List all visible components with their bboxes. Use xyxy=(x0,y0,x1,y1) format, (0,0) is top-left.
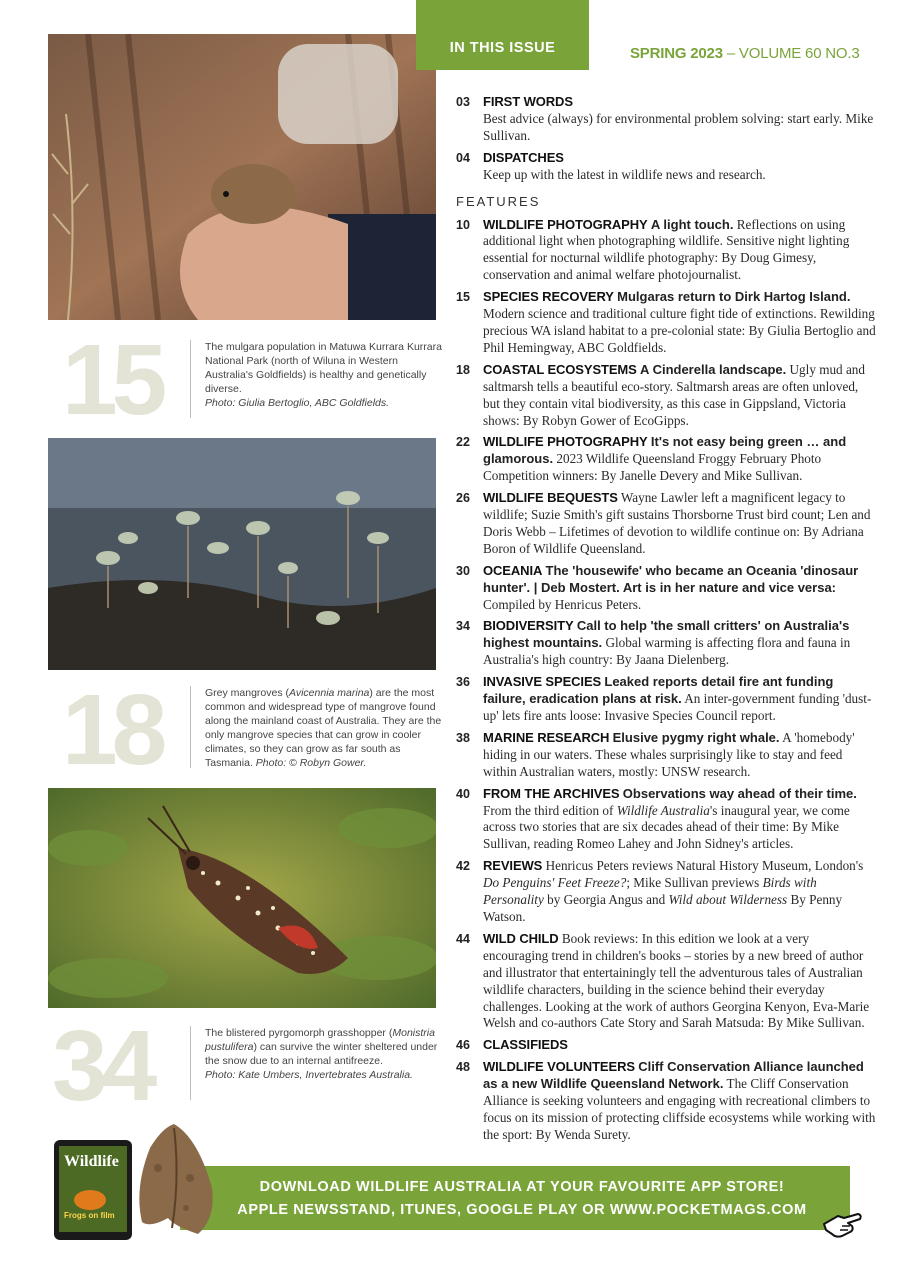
photo-credit: Photo: Kate Umbers, Invertebrates Australia. xyxy=(205,1069,413,1081)
season-label: SPRING 2023 xyxy=(630,45,723,62)
features-heading: FEATURES xyxy=(456,193,541,209)
toc-desc: Wayne Lawler left a magnificent legacy to wildlife; Suzie Smith's gift sustains Thorsborne Trust bird count; Len and Doris Webb – Lifetimes of devotion to wildlife continue on: By Adriana Boron of Wildlife Queensland. xyxy=(483,490,871,556)
toc-entry-archives[interactable] xyxy=(456,786,876,854)
toc-entry[interactable] xyxy=(456,931,876,1032)
toc-page: 46 xyxy=(456,1038,470,1053)
toc-section: CLASSIFIEDS xyxy=(483,1037,568,1053)
moth-icon xyxy=(128,1118,220,1238)
caption-text-a: Grey mangroves ( xyxy=(205,687,290,699)
toc-desc: Keep up with the latest in wildlife news and research. xyxy=(483,166,766,182)
toc-section: MARINE RESEARCH xyxy=(483,729,610,745)
species-name: Avicennia marina xyxy=(289,687,370,699)
toc-title: Mulgaras return to Dirk Hartog Island. xyxy=(617,289,851,305)
toc-title: A Cinderella landscape. xyxy=(640,361,787,377)
toc-title: The 'housewife' who became an Oceania 'dinosaur hunter'. | Deb Mostert. Art is in her nature and vice versa: xyxy=(483,562,859,595)
toc-desc: by Georgia Angus and xyxy=(543,892,669,908)
toc-page: 15 xyxy=(456,290,470,305)
toc-page: 30 xyxy=(456,563,470,578)
toc-entry[interactable] xyxy=(456,1059,876,1144)
toc-entry[interactable] xyxy=(456,490,876,558)
toc-entry[interactable] xyxy=(456,362,876,430)
toc-entry[interactable] xyxy=(456,94,876,145)
caption-text-b: ) are the most common and widespread type of mangrove found along the mainland coast of Australia. They are the only mangrove species that can grow in cooler climates, so they can grow as far south as Tasmania. xyxy=(205,687,442,769)
toc-section: COASTAL ECOSYSTEMS xyxy=(483,361,637,377)
toc-desc: A 'homebody' hiding in our waters. These whales surprisingly like to stay and feed within Australian waters, mostly: UNSW research. xyxy=(483,729,855,779)
page-number-18: 18 xyxy=(62,674,162,786)
book-title: Do Penguins' Feet Freeze? xyxy=(483,875,627,891)
toc-section: WILD CHILD xyxy=(483,930,559,946)
toc-entry[interactable] xyxy=(456,674,876,725)
toc-title: It's not easy being green … and glamorous. xyxy=(483,434,847,467)
banner-line-2[interactable]: APPLE NEWSSTAND, ITUNES, GOOGLE PLAY OR WWW.POCKETMAGS.COM xyxy=(237,1202,807,1218)
toc-section: WILDLIFE PHOTOGRAPHY xyxy=(483,434,648,450)
toc-page: 22 xyxy=(456,435,470,450)
toc-section: BIODIVERSITY xyxy=(483,618,574,634)
toc-title: Observations way ahead of their time. xyxy=(622,785,857,801)
toc-entry[interactable] xyxy=(456,289,876,357)
toc-desc: The Cliff Conservation Alliance is seeking volunteers and engaging with recreational climbers to focus on its mission of protecting cliffside ecosystems while working with the sport: By Wenda Surety. xyxy=(483,1076,876,1142)
mulgara-caption xyxy=(190,340,445,418)
edition-label xyxy=(630,45,860,62)
tablet-magazine-icon xyxy=(54,1140,132,1240)
banner-line-1: DOWNLOAD WILDLIFE AUSTRALIA AT YOUR FAVOURITE APP STORE! xyxy=(259,1179,785,1195)
mulgara-photo xyxy=(48,34,436,320)
toc-desc: Global warming is affecting flora and fauna in Australia's high country: By Jaana Dielenberg. xyxy=(483,635,851,668)
photo-credit: Photo: Giulia Bertoglio, ABC Goldfields. xyxy=(205,397,390,409)
toc-section: SPECIES RECOVERY xyxy=(483,289,614,305)
toc-page: 38 xyxy=(456,730,470,745)
toc-section: OCEANIA xyxy=(483,562,543,578)
page-number-15: 15 xyxy=(62,324,162,436)
toc-title: Elusive pygmy right whale. xyxy=(612,729,780,745)
caption-text-a: The blistered pyrgomorph grasshopper ( xyxy=(205,1027,393,1039)
toc-page: 10 xyxy=(456,217,470,232)
toc-entry[interactable] xyxy=(456,150,876,184)
toc-page: 48 xyxy=(456,1060,470,1075)
toc-entry[interactable] xyxy=(456,563,876,614)
toc-desc: 's inaugural year, we come across two stories that are six decades ahead of their time: By Mike Sullivan, reading Romeo Lahey and John Sidney's articles. xyxy=(483,802,850,852)
toc-section: WILDLIFE BEQUESTS xyxy=(483,490,618,506)
toc-desc: An inter-government funding 'dust-up' lets fire ants loose: Invasive Species Council report. xyxy=(483,691,872,723)
toc-title: Leaked reports detail fire ant funding failure, eradication plans at risk. xyxy=(483,674,834,707)
volume-label: – VOLUME 60 NO.3 xyxy=(722,45,860,62)
toc-section: WILDLIFE VOLUNTEERS xyxy=(483,1059,635,1075)
toc-desc: 2023 Wildlife Queensland Froggy February Photo Competition winners: By Janelle Devery and Mike Sullivan. xyxy=(483,451,822,484)
toc-desc-italic: Wildlife Australia xyxy=(616,802,710,818)
features-list xyxy=(456,217,876,781)
toc-desc: By Penny Watson. xyxy=(483,892,843,924)
photo-credit: Photo: © Robyn Gower. xyxy=(255,757,367,769)
toc-desc: Compiled by Henricus Peters. xyxy=(483,596,642,612)
toc-page: 18 xyxy=(456,362,470,377)
toc-entry[interactable] xyxy=(456,434,876,485)
toc-entry-reviews[interactable] xyxy=(456,858,876,926)
in-this-issue-tab: IN THIS ISSUE xyxy=(416,0,589,70)
toc-page: 42 xyxy=(456,859,470,874)
toc-desc: Ugly mud and saltmarsh tells a beautiful eco-story. Saltmarsh areas are often unloved, but they contain vital biodiversity, as this case in Gippsland, Victoria shows: By Robyn Gower of EcoGipps. xyxy=(483,361,865,428)
toc-section: INVASIVE SPECIES xyxy=(483,674,602,690)
mangrove-caption xyxy=(190,686,445,768)
mangrove-photo xyxy=(48,438,436,670)
book-title: Birds with Personality xyxy=(483,875,817,908)
toc-section: WILDLIFE PHOTOGRAPHY xyxy=(483,216,648,232)
toc-desc: Book reviews: In this edition we look at a very encouraging trend in children's books – stories by a new breed of author and illustrator that entertainingly tell the adventurous tales of Australian wildlife characters, building in the science behind their everyday challenges. Looking at the work of authors Georgina Kenyon, Eva-Marie Welsh and co-authors Cate Story and Sarah Matsuda: By Mike Sullivan. xyxy=(483,930,870,1031)
toc-page: 03 xyxy=(456,95,470,109)
caption-text-b: ) can survive the winter sheltered under the snow due to an internal antifreeze. xyxy=(205,1041,438,1067)
toc-page: 26 xyxy=(456,491,470,506)
toc-page: 44 xyxy=(456,931,470,946)
toc-desc: Modern science and traditional culture fight tide of extinctions. Rewilding precious WA island habitat to a pre-colonial state: By Giulia Bertoglio and Phil Hemingway, ABC Goldfields. xyxy=(483,306,876,355)
toc-page: 40 xyxy=(456,786,470,801)
toc-entry[interactable] xyxy=(456,217,876,285)
pointing-hand-icon xyxy=(822,1206,862,1242)
tablet-cover-line: Frogs on film xyxy=(64,1211,115,1220)
toc-title: Call to help 'the small critters' on Australia's highest mountains. xyxy=(483,618,850,651)
toc-section: FIRST WORDS xyxy=(483,94,573,109)
toc-entry[interactable] xyxy=(456,1037,876,1054)
toc-title: Cliff Conservation Alliance launched as a new Wildlife Queensland Network. xyxy=(483,1059,864,1092)
toc-entry[interactable] xyxy=(456,618,876,669)
grasshopper-caption xyxy=(190,1026,445,1100)
tail-list xyxy=(456,931,876,1144)
toc-page: 34 xyxy=(456,619,470,634)
toc-page: 36 xyxy=(456,675,470,690)
toc-desc: Reflections on using additional light when photographing wildlife. Sensitive night lighting essential for nocturnal wildlife photography: By Doug Gimesy, conservation and animal welfare photojournalist. xyxy=(483,216,850,283)
toc-desc: Best advice (always) for environmental problem solving: start early. Mike Sullivan. xyxy=(483,110,874,143)
toc-entry[interactable] xyxy=(456,730,876,781)
download-banner-text[interactable] xyxy=(212,1176,832,1222)
tablet-title: Wildlife xyxy=(64,1153,119,1170)
caption-text: The mulgara population in Matuwa Kurrara Kurrara National Park (north of Wiluna in Western Australia's Goldfields) is healthy and genetically diverse. xyxy=(205,341,442,395)
toc-section: FROM THE ARCHIVES xyxy=(483,785,620,801)
table-of-contents xyxy=(456,94,876,1149)
toc-page: 04 xyxy=(456,150,470,165)
toc-desc: From the third edition of xyxy=(483,802,617,818)
toc-desc: Henricus Peters reviews Natural History Museum, London's xyxy=(545,858,864,874)
grasshopper-photo xyxy=(48,788,436,1008)
page-number-34: 34 xyxy=(52,1010,152,1122)
book-title: Wild about Wilderness xyxy=(668,892,788,908)
toc-section: DISPATCHES xyxy=(483,149,564,165)
toc-desc: ; Mike Sullivan previews xyxy=(626,875,763,891)
species-name: Monistria pustulifera xyxy=(205,1027,435,1053)
toc-section: REVIEWS xyxy=(483,858,543,874)
toc-title: A light touch. xyxy=(650,216,734,232)
